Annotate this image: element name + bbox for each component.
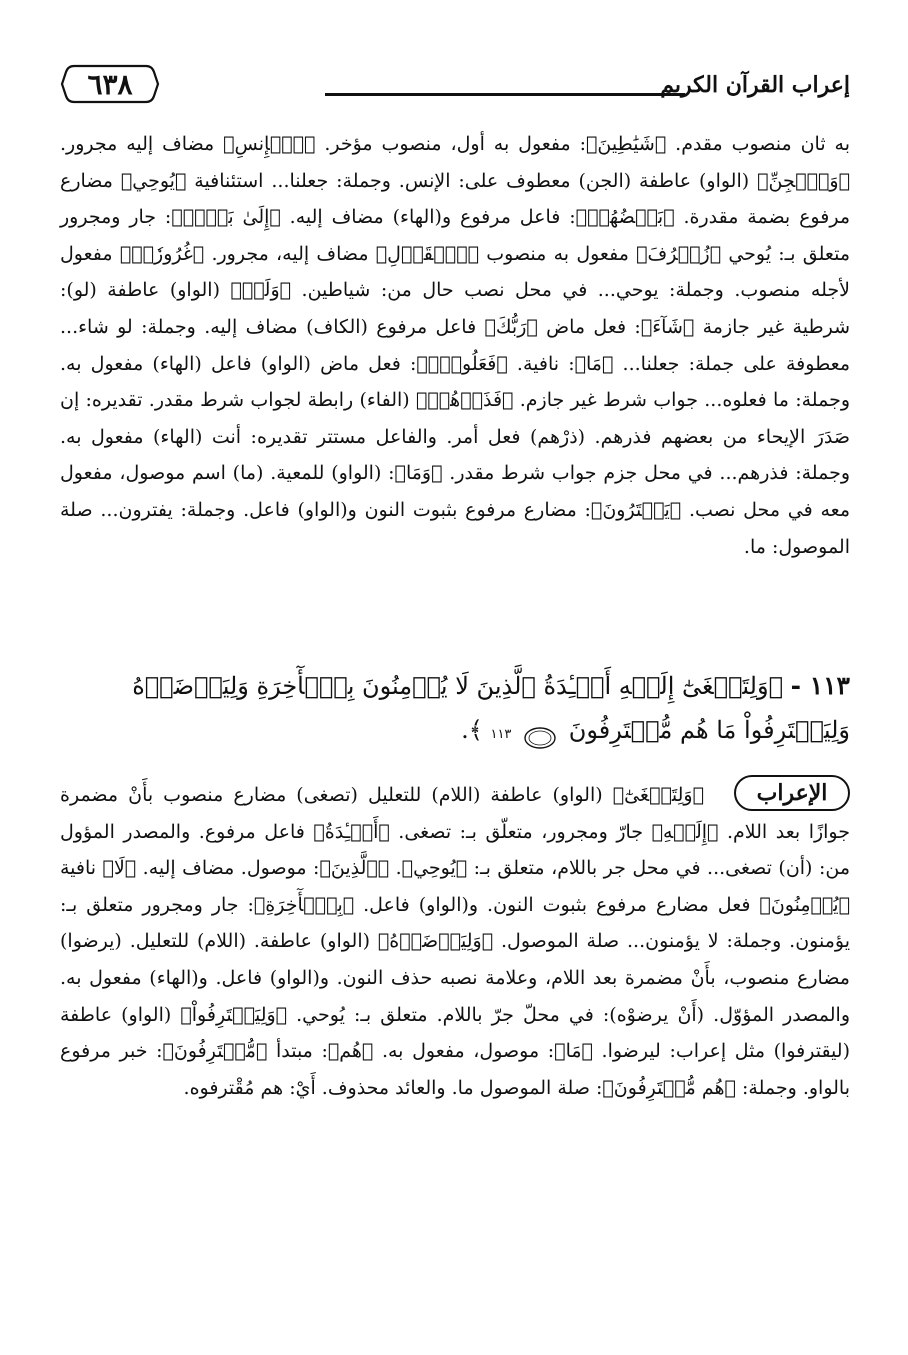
header-rule [325,93,685,96]
irab-label: الإعراب [734,775,850,811]
page-number: ٦٣٨ [87,67,133,101]
page-header [60,60,850,110]
verse-closing: ﴾. [461,716,483,744]
verse-end-ornament-icon [523,720,557,744]
book-title: إعراب القرآن الكريم [660,72,850,98]
page-number-badge [60,62,160,106]
verse-number: ١١٣ - [790,671,850,700]
commentary-text-2: ﴿وَلِتَصۡغَىٰٓ﴾ (الواو) عاطفة (اللام) للتعليل (تصغى) مضارع منصوب بأَنْ مضمرة جوازًا بعد اللام. ﴿إِلَيۡهِ﴾ جارّ ومجرور، متعلّق بـ: تصغى. ﴿أَفۡـِٔدَةُ﴾ فاعل مرفوع. والمصدر المؤول من: (أن) تصغى... في محل جر باللام، متعلق بـ: ﴿يُوحِي﴾. ﴿ٱلَّذِينَ﴾: موصول. مضاف إليه. ﴿لَا﴾ نافية ﴿يُؤۡمِنُونَ﴾ فعل مضارع مرفوع بثبوت النون. و(الواو) فاعل. ﴿بِٱلۡأٓخِرَةِ﴾: جار ومجرور متعلق بـ: يؤمنون. وجملة: لا يؤمنون... صلة الموصول. ﴿وَلِيَرۡضَوۡهُ﴾ (الواو) عاطفة. (اللام) للتعليل. (يرضوا) مضارع منصوب، بأَنْ مضمرة بعد اللام، وعلامة نصبه حذف النون. و(الواو) فاعل. و(الهاء) مفعول به. والمصدر المؤوّل. (أَنْ يرضوْه): في محلّ جرّ باللام. متعلق بـ: يُوحي. ﴿وَلِيَقۡتَرِفُواْ﴾ (الواو) عاطفة (ليقترفوا) مثل إعراب: ليرضوا. ﴿مَا﴾: موصول، مفعول به. ﴿هُم﴾: مبتدأ ﴿مُّقۡتَرِفُونَ﴾: خبر مرفوع بالواو. وجملة: ﴿هُم مُّقۡتَرِفُونَ﴾: صلة الموصول ما. والعائد محذوف. أَيْ: هم مُقْترفوه. [60,784,850,1099]
commentary-paragraph-2 [60,777,850,1106]
verse-text: ﴿وَلِتَصۡغَىٰٓ إِلَيۡهِ أَفۡـِٔدَةُ ٱلَّذِينَ لَا يُؤۡمِنُونَ بِٱلۡأٓخِرَةِ وَلِيَرۡضَوۡهُ وَلِيَقۡتَرِفُواْ مَا هُم مُّقۡتَرِفُونَ [132,672,850,744]
quran-verse [60,664,850,757]
commentary-paragraph-1 [60,126,850,565]
commentary-text-1: به ثان منصوب مقدم. ﴿شَيَٰطِينَ﴾: مفعول به أول، منصوب مؤخر. ﴿ٱلۡإِنسِ﴾ مضاف إليه مجرور. ﴿وَٱلۡجِنِّ﴾ (الواو) عاطفة (الجن) معطوف على: الإنس. وجملة: جعلنا... استئنافية ﴿يُوحِي﴾ مضارع مرفوع بضمة مقدرة. ﴿بَعۡضُهُمۡ﴾: فاعل مرفوع و(الهاء) مضاف إليه. ﴿إِلَىٰ بَعۡضٖ﴾: جار ومجرور متعلق بـ: يُوحي ﴿زُخۡرُفَ﴾ مفعول به منصوب ﴿ٱلۡقَوۡلِ﴾ مضاف إليه، مجرور. ﴿غُرُورٗاۚ﴾ مفعول لأجله منصوب. وجملة: يوحي... في محل نصب حال من: شياطين. ﴿وَلَوۡ﴾ (الواو) عاطفة (لو): شرطية غير جازمة ﴿شَآءَ﴾: فعل ماض ﴿رَبُّكَ﴾ فاعل مرفوع (الكاف) مضاف إليه. وجملة: لو شاء... معطوفة على جملة: جعلنا... ﴿مَا﴾: نافية. ﴿فَعَلُوهُۖ﴾: فعل ماض (الواو) فاعل (الهاء) مفعول به. وجملة: ما فعلوه... جواب شرط غير جازم. ﴿فَذَرۡهُمۡ﴾ (الفاء) رابطة لجواب شرط مقدر. تقديره: إن صَدَرَ الإيحاء من بعضهم فذرهم. (ذرْهم) فعل أمر. والفاعل مستتر تقديره: أنت (الهاء) مفعول به. وجملة: فذرهم... في محل جزم جواب شرط مقدر. ﴿وَمَا﴾: (الواو) للمعية. (ما) اسم موصول، مفعول معه في محل نصب. ﴿يَفۡتَرُونَ﴾: مضارع مرفوع بثبوت النون و(الواو) فاعل. وجملة: يفترون... صلة الموصول: ما. [60,133,850,558]
verse-end-number: ١١٣ [490,727,512,742]
